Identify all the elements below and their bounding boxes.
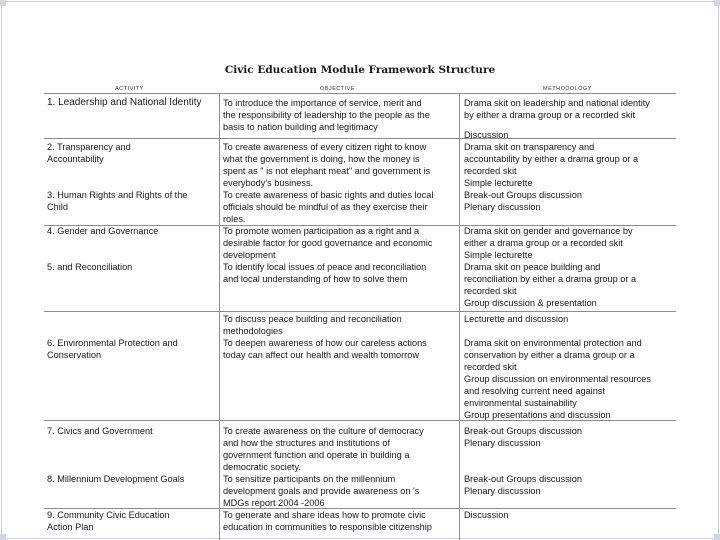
corner-decoration	[0, 534, 6, 540]
activity-cell: 5. and Reconciliation	[47, 262, 133, 272]
table-top-rule	[44, 93, 676, 94]
activity-cell: 6. Environmental Protection and Conservation	[47, 338, 178, 360]
objective-cell: To discuss peace building and reconciliation methodologies	[223, 314, 402, 336]
methodology-cell: Break-out Groups discussion Plenary discussion	[464, 474, 582, 496]
methodology-cell: Lecturette and discussion	[464, 314, 569, 324]
methodology-cell: Discussion Drama skit on transparency and accountability by either a drama group or a recorded skit Simple lecturette Break-out Groups discussion Plenary discussion	[464, 130, 639, 212]
objective-cell: To generate and share ideas how to promote civic education in communities to responsible citizenship	[223, 510, 432, 532]
methodology-cell: Drama skit on environmental protection and conservation by either a drama group or a recorded skit Group discussion on environmental resources and resolving current need against environmental sustainability Group presentations and discussion	[464, 338, 651, 420]
activity-cell: 2. Transparency and Accountability	[47, 142, 131, 164]
header-methodology: METHODOLOGY	[543, 86, 592, 92]
activity-cell: 4. Gender and Governance	[47, 226, 159, 236]
activity-cell: 7. Civics and Government	[47, 426, 153, 436]
methodology-cell: Discussion	[464, 510, 509, 520]
objective-cell: To identify local issues of peace and reconciliation and local understanding of how to solve them	[223, 262, 427, 284]
objective-cell: To create awareness of basic rights and duties local officials should be mindful of as they exercise their roles.	[223, 190, 434, 224]
header-activity: ACTIVITY	[115, 86, 144, 92]
objective-cell: To deepen awareness of how our careless actions today can affect our health and wealth tomorrow	[223, 338, 427, 360]
objective-cell: To create awareness of every citizen right to know what the government is doing, how the money is spent as " is not elephant meat" and government is everybody's business.	[223, 142, 431, 188]
table-column-divider	[219, 93, 220, 540]
activity-cell: 1. Leadership and National Identity	[47, 97, 202, 108]
objective-cell: To create awareness on the culture of democracy and how the structures and institutions of government function and operate in building a democratic society.	[223, 426, 424, 472]
activity-cell: 3. Human Rights and Rights of the Child	[47, 190, 188, 212]
table-column-divider	[459, 93, 460, 540]
objective-cell: To introduce the importance of service, merit and the responsibility of leadership to the people as the basis to nation building and legitimacy	[223, 98, 430, 132]
activity-cell: 9. Community Civic Education Action Plan	[47, 510, 170, 532]
corner-decoration	[714, 0, 720, 6]
objective-cell: To sensitize participants on the millennium development goals and provide awareness on 's MDGs report 2004 -2006	[223, 474, 420, 508]
corner-decoration	[714, 534, 720, 540]
methodology-cell: Break-out Groups discussion Plenary discussion	[464, 426, 582, 448]
page-title: Civic Education Module Framework Structure	[224, 64, 496, 76]
objective-cell: To promote women participation as a right and a desirable factor for good governance and economic development	[223, 226, 433, 260]
methodology-cell: Drama skit on leadership and national identity by either a drama group or a recorded skit	[464, 98, 650, 120]
activity-cell: 8. Millennium Development Goals	[47, 474, 185, 484]
corner-decoration	[0, 0, 6, 6]
table-row-divider	[44, 311, 676, 312]
methodology-cell: Drama skit on gender and governance by either a drama group or a recorded skit Simple lecturette Drama skit on peace building and reconciliation by either a drama group or a recorded skit Group discussion & presentation	[464, 226, 637, 308]
header-objective: OBJECTIVE	[320, 86, 356, 92]
